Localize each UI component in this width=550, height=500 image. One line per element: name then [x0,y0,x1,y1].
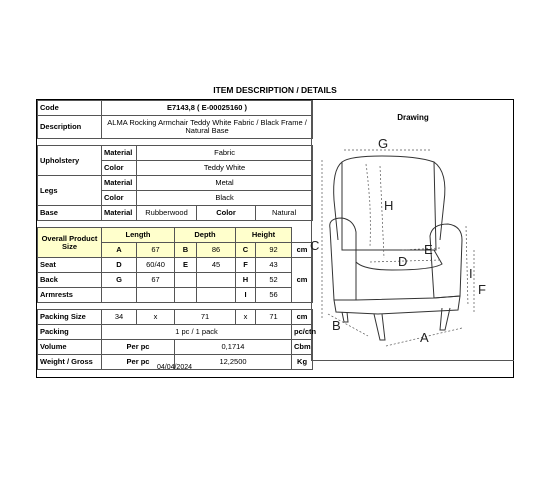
sheet-title: ITEM DESCRIPTION / DETAILS [213,85,337,95]
packing-size-cell: x [137,310,175,325]
description-row [38,116,313,139]
size-cell [137,288,175,303]
seat-label: Seat [38,258,102,273]
weight-value: 12,2500 [175,355,292,370]
chair-back-seam [366,164,371,246]
base-label: Base [38,206,102,221]
back-row [38,273,313,288]
back-label: Back [38,273,102,288]
base-material-label: Material [102,206,137,221]
chair-leg-front-left [374,314,385,340]
dimension-letter-a: A [420,330,429,345]
spec-table [37,100,317,370]
packing-size-cell: x [236,310,256,325]
dimension-letter-d: D [398,254,408,269]
upholstery-material: Fabric [137,146,313,161]
volume-per: Per pc [102,340,175,355]
size-cell: B [175,243,197,258]
size-cell: F [236,258,256,273]
size-cell: 67 [137,243,175,258]
packing-size-cell: 34 [102,310,137,325]
size-cell: 56 [256,288,292,303]
base-color-label: Color [197,206,256,221]
base-material: Rubberwood [137,206,197,221]
packing-size-unit: cm [292,310,313,325]
size-unit: cm [292,243,313,258]
volume-unit: Cbm [292,340,313,355]
packing-value: 1 pc / 1 pack [102,325,292,340]
upholstery-color-label: Color [102,161,137,176]
dimension-letter-e: E [424,242,433,257]
dimension-line-i [466,226,468,306]
chair-base [334,296,460,314]
packing-row [38,325,313,340]
dimension-letter-g: G [378,136,389,151]
size-cell: I [236,288,256,303]
weight-label: Weight / Gross [38,355,102,370]
armrests-row [38,288,313,303]
size-cell: 45 [197,258,236,273]
dimension-letter-b: B [332,318,341,333]
volume-value: 0,1714 [175,340,292,355]
legs-color: Black [137,191,313,206]
legs-material-label: Material [102,176,137,191]
volume-row [38,340,313,355]
drawing-panel [311,100,514,361]
document-date: 04/04/2024 [156,364,193,371]
overall-size-label: Overall Product Size [38,228,102,258]
packing-size-cell: 71 [175,310,236,325]
upholstery-label: Upholstery [38,146,102,176]
size-cell: 43 [256,258,292,273]
armrests-label: Armrests [38,288,102,303]
upholstery-material-row [38,146,313,161]
chair-right-arm [430,224,462,298]
legs-color-label: Color [102,191,137,206]
size-cell: 86 [197,243,236,258]
dimension-letter-h: H [384,198,394,213]
code-label: Code [38,101,102,116]
size-cell [175,273,197,288]
chair-left-wing [334,162,342,240]
dimension-letter-f: F [478,282,486,297]
size-cell: 92 [256,243,292,258]
dimension-letter-i: I [469,266,473,281]
volume-label: Volume [38,340,102,355]
size-cell: E [175,258,197,273]
size-cell [175,288,197,303]
dimension-lines [322,150,474,346]
packing-size-label: Packing Size [38,310,102,325]
seat-row [38,258,313,273]
chair-left-arm [330,218,356,300]
weight-unit: Kg [292,355,313,370]
spec-sheet [36,99,514,378]
base-color: Natural [256,206,313,221]
length-header: Length [102,228,175,243]
drawing-label: Drawing [397,113,429,122]
height-header: Height [236,228,292,243]
legs-label: Legs [38,176,102,206]
depth-header: Depth [175,228,236,243]
size-cell: H [236,273,256,288]
packing-size-cell: 71 [256,310,292,325]
size-cell: 67 [137,273,175,288]
dimension-letter-c: C [310,238,320,253]
armchair-drawing [312,100,514,360]
size-cell: A [102,243,137,258]
upholstery-material-label: Material [102,146,137,161]
weight-per: Per pc [102,355,175,370]
packing-unit: pc/ctn [292,325,313,340]
size-cell: C [236,243,256,258]
size-cell: 60/40 [137,258,175,273]
packing-label: Packing [38,325,102,340]
armchair-outline [330,156,462,340]
packing-size-row [38,310,313,325]
base-row [38,206,313,221]
upholstery-color: Teddy White [137,161,313,176]
size-cell: 52 [256,273,292,288]
size-cell [197,288,236,303]
size-cell: D [102,258,137,273]
description-value: ALMA Rocking Armchair Teddy White Fabric / Black Frame / Natural Base [102,116,313,139]
chair-leg-back-left [342,312,348,322]
size-rows-unit: cm [292,258,313,303]
legs-material-row [38,176,313,191]
code-value: E7143,8 ( E-00025160 ) [102,101,313,116]
size-header-row [38,228,313,243]
legs-material: Metal [137,176,313,191]
size-cell [197,273,236,288]
code-row [38,101,313,116]
size-cell [102,288,137,303]
description-label: Description [38,116,102,139]
size-cell: G [102,273,137,288]
chair-leg-front-right [440,308,450,330]
